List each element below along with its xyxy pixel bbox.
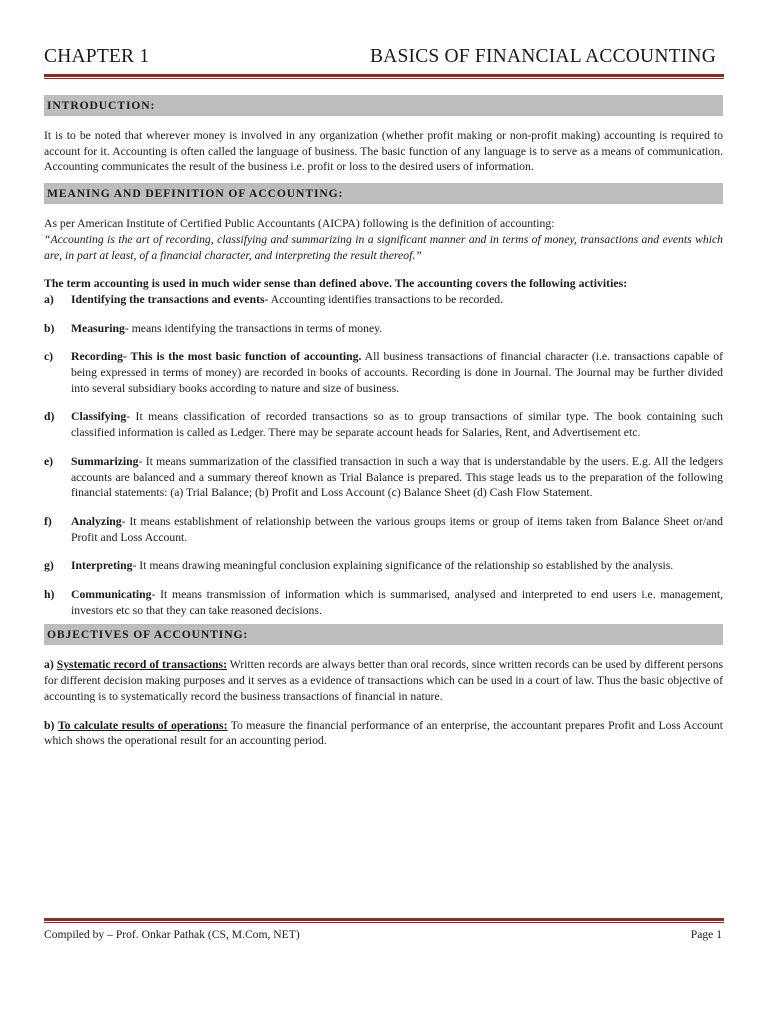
activity-name: Communicating <box>71 588 152 602</box>
objective-item <box>44 657 723 704</box>
activity-text: - It means summarization of the classified transaction in such a way that is understandable by the users. E.g. All the ledgers accounts are balanced and a summary thereof known as Trial Balance is prepared. This stage leads us to the preparation of the following financial statements: (a) Trial Balance; (b) Profit and Loss Account (c) Balance Sheet (d) Cash Flow Statement. <box>71 454 723 500</box>
footer-rule-thin <box>44 922 724 923</box>
activities-lead: The term accounting is used in much wider sense than defined above. The accounting covers the following activities: <box>44 277 628 291</box>
activity-body <box>71 292 723 308</box>
activity-text: - means identifying the transactions in terms of money. <box>124 321 383 335</box>
activity-letter: a) <box>44 292 54 306</box>
objective-text: To measure the financial performance of an enterprise, the accountant prepares Profit and Loss Account which shows the operational result for an accounting period. <box>44 718 724 748</box>
section-heading-introduction: INTRODUCTION: <box>44 95 723 116</box>
aicpa-definition-quote: “Accounting is the art of recording, classifying and summarizing in a significant manner and in terms of money, transactions and events which are, in part at least, of a financial character, and interpreting the result thereof.” <box>44 232 723 262</box>
activity-emphasis: - This is the most basic function of accounting. <box>122 350 362 364</box>
activity-body <box>71 514 723 545</box>
activity-name: Identifying the transactions and events <box>71 292 265 306</box>
activity-letter: b) <box>44 321 55 335</box>
activity-item <box>44 514 723 545</box>
header-rule-thin <box>44 78 724 79</box>
activity-letter: f) <box>44 514 52 528</box>
introduction-text: It is to be noted that wherever money is involved in any organization (whether profit making or non-profit making) accounting is required to account for it. Accounting is often called the language of business. The basic function of any language is to serve as a means of communication. Accounting communicates the result of the business i.e. profit or loss to the desired users of information. <box>44 129 723 174</box>
activity-body <box>71 409 723 440</box>
section-heading-objectives: OBJECTIVES OF ACCOUNTING: <box>44 624 723 645</box>
activity-item <box>44 292 723 308</box>
activity-name: Analyzing <box>71 514 122 528</box>
activity-body <box>71 321 723 337</box>
page-number: Page 1 <box>690 928 722 941</box>
activity-text: All business transactions of financial character (i.e. transactions capable of being expressed in terms of money) are recorded in books of accounts. Recording is done in Journal. The Journal may be further divided into several subsidiary books according to nature and size of business. <box>71 350 723 395</box>
aicpa-intro: As per American Institute of Certified Public Accountants (AICPA) following is the definition of accounting: <box>44 217 555 231</box>
page-content <box>44 95 723 749</box>
activity-name: Interpreting <box>71 559 133 573</box>
objective-letter: b) <box>44 718 55 732</box>
compiled-by: Compiled by – Prof. Onkar Pathak (CS, M.Com, NET) <box>44 928 300 941</box>
activity-body <box>71 558 723 574</box>
activity-item <box>44 321 723 337</box>
activity-name: Recording <box>71 350 123 364</box>
activity-name: Summarizing <box>71 454 139 468</box>
activity-text: - It means drawing meaningful conclusion explaining significance of the relationship so established by the analysis. <box>132 559 674 573</box>
header-rule-thick <box>44 74 724 77</box>
activity-item <box>44 454 723 501</box>
objective-name: To calculate results of operations: <box>57 718 228 732</box>
activity-letter: e) <box>44 454 54 468</box>
activity-name: Measuring <box>71 321 125 335</box>
activity-name: Classifying <box>71 410 127 424</box>
objective-name: Systematic record of transactions: <box>56 658 227 672</box>
activity-text: - It means classification of recorded transactions so as to group transactions of similar type. The book containing such classified information is called as Ledger. There may be separate account heads for Salaries, Rent, and Advertisement etc. <box>71 410 723 440</box>
activity-text: - It means establishment of relationship between the various groups items or group of items taken from Balance Sheet or/and Profit and Loss Account. <box>71 514 723 544</box>
activity-text: - It means transmission of information which is summarised, analysed and interpreted to end users i.e. management, investors etc so that they can take reasoned decisions. <box>71 588 723 617</box>
activity-item <box>44 587 723 618</box>
activity-item <box>44 409 723 440</box>
activity-body <box>71 587 723 618</box>
activity-text: - Accounting identifies transactions to be recorded. <box>264 292 504 306</box>
chapter-header <box>44 46 724 72</box>
section-heading-meaning: MEANING AND DEFINITION OF ACCOUNTING: <box>44 183 723 204</box>
chapter-number: CHAPTER 1 <box>44 46 150 67</box>
chapter-title: BASICS OF FINANCIAL ACCOUNTING <box>369 46 716 67</box>
activity-letter: g) <box>44 559 54 573</box>
activity-letter: d) <box>44 410 55 424</box>
activity-body <box>71 454 723 501</box>
activity-letter: h) <box>44 588 55 602</box>
activity-body <box>71 349 723 396</box>
activity-item <box>44 349 723 396</box>
objective-text: Written records are always better than oral records, since written records can be used by different persons for different decision making purposes and it serves as a evidence of transactions which can be used in a court of law. Thus the basic objective of accounting is to systematically record the business transactions of financial in nature. <box>44 658 723 703</box>
activity-item <box>44 558 723 574</box>
objective-item <box>44 718 723 749</box>
footer-rule-thick <box>44 918 724 921</box>
activity-letter: c) <box>44 350 54 364</box>
objective-letter: a) <box>44 658 54 672</box>
